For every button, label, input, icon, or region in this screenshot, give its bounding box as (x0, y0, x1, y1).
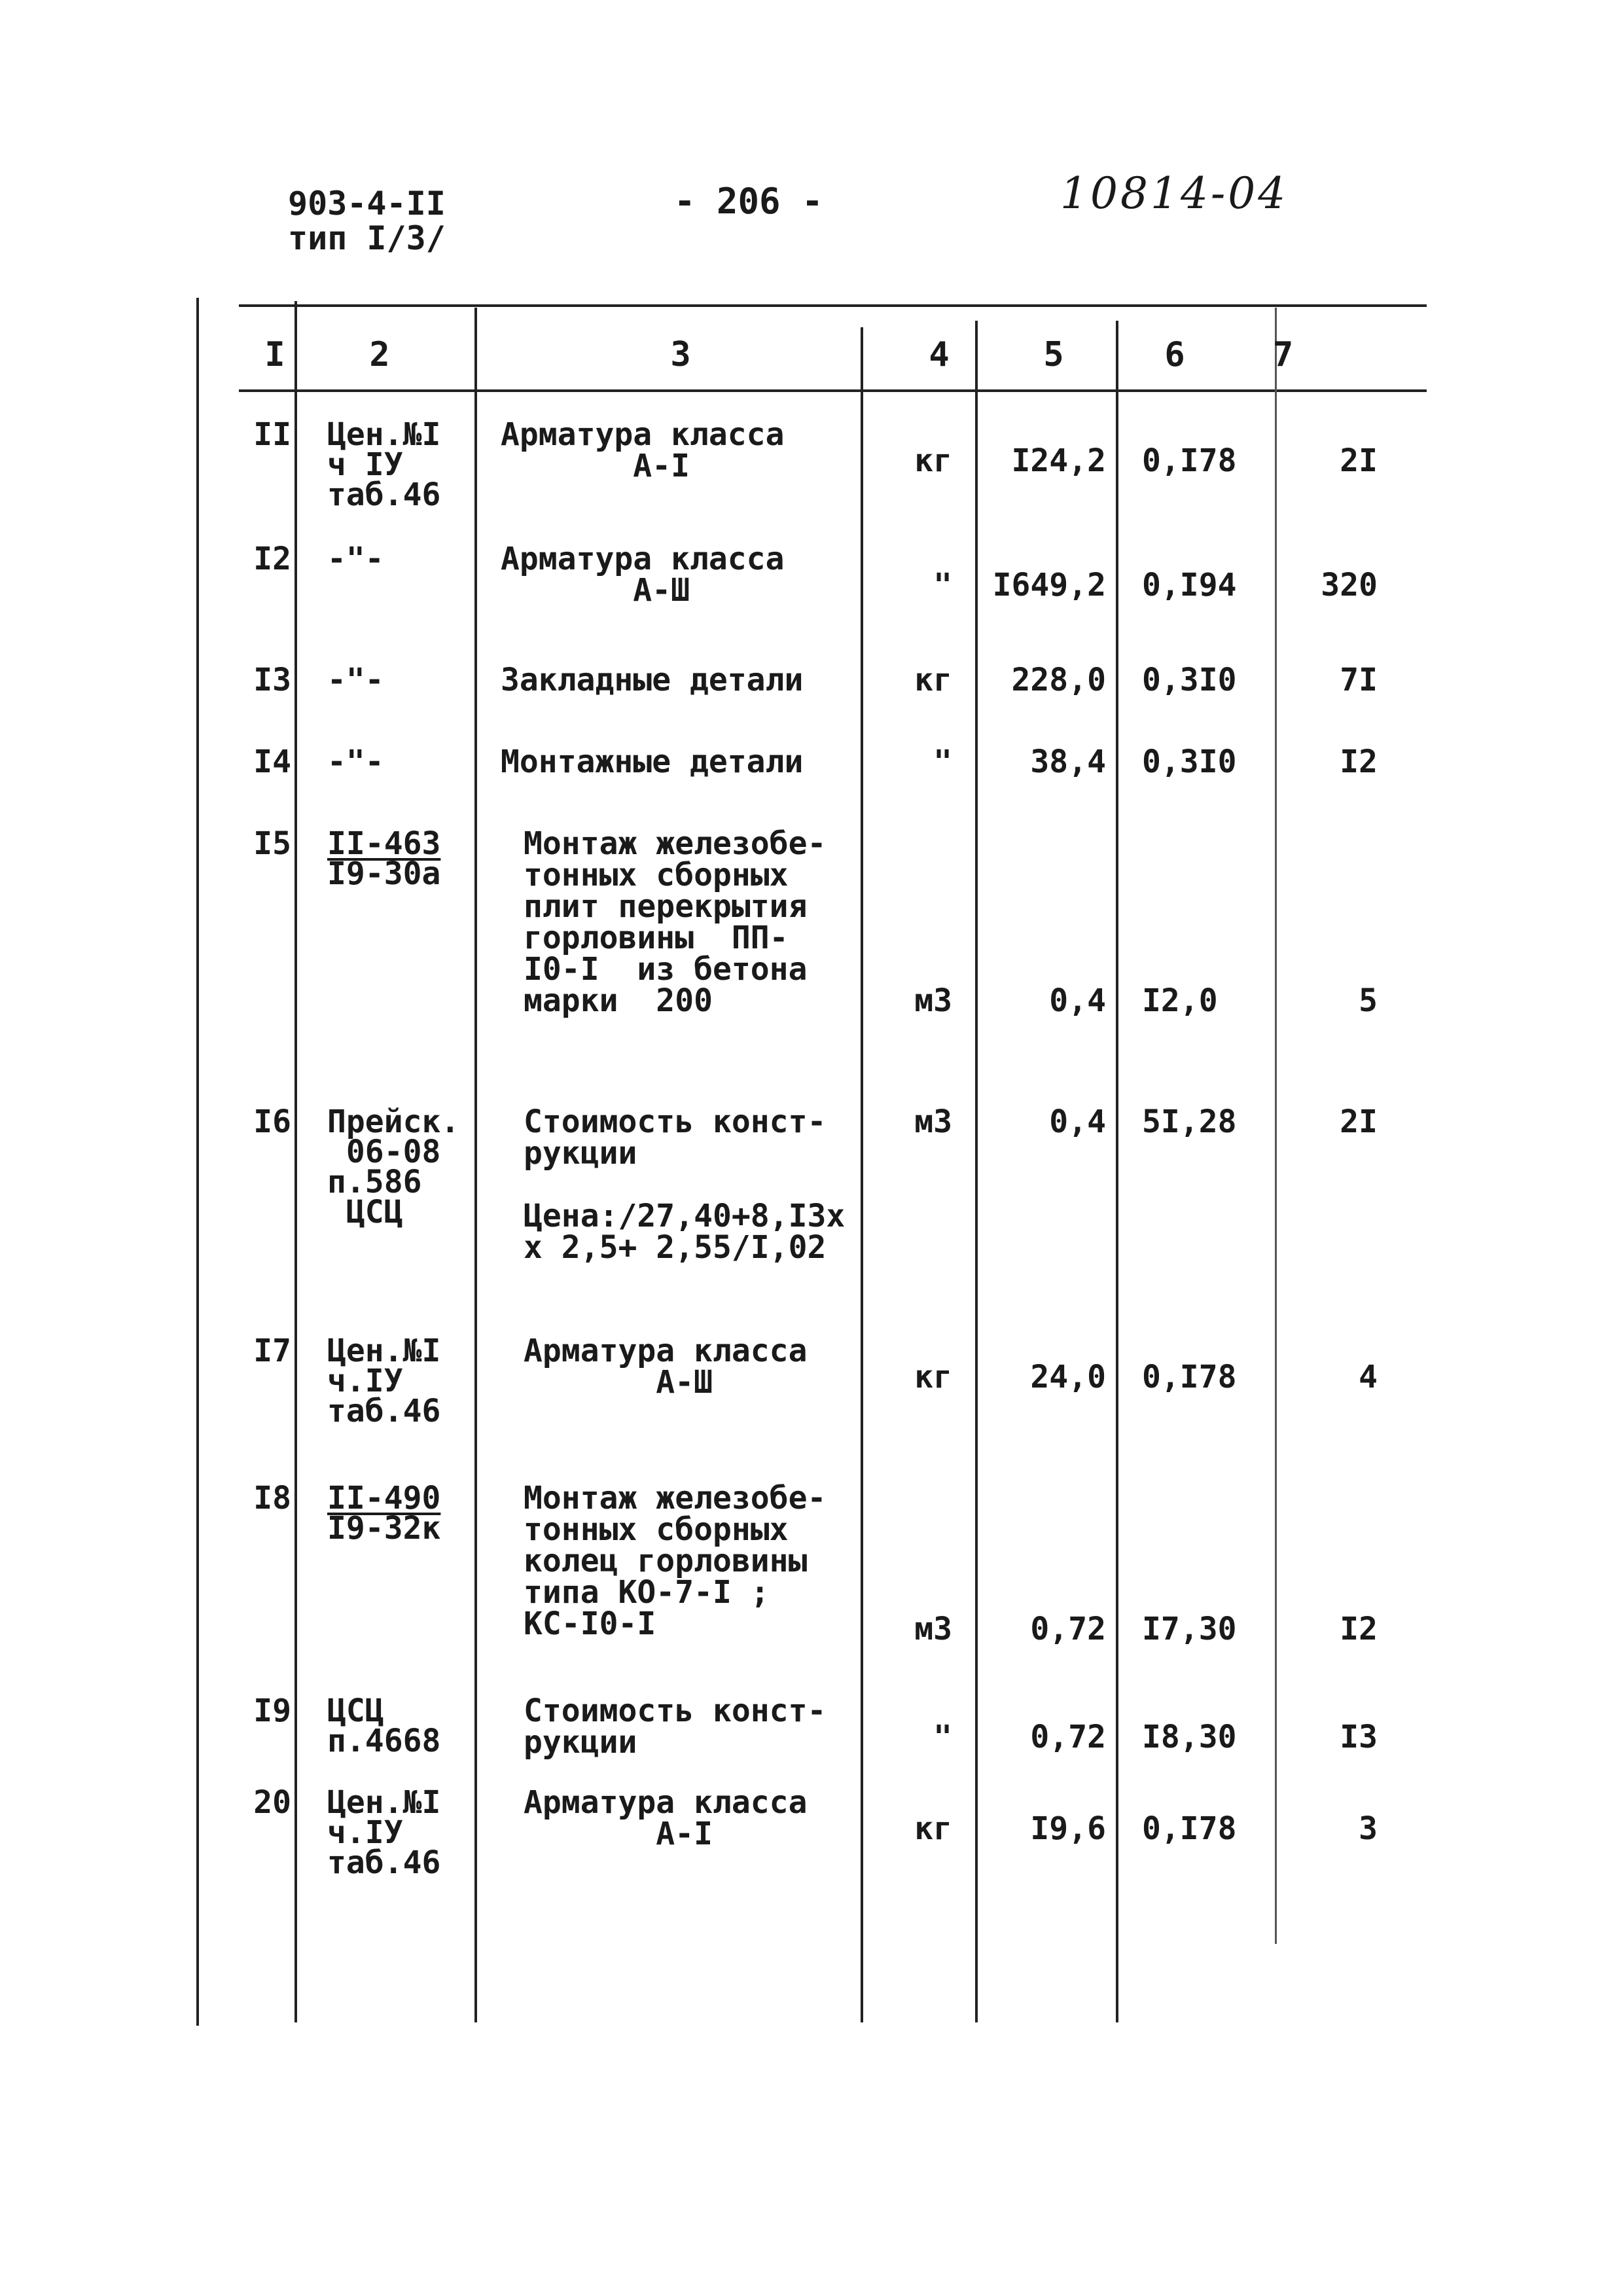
unit-cell: м3 (914, 1103, 952, 1140)
description-line: Арматура класса (524, 1333, 808, 1369)
unit-price-cell: 5I,28 (1142, 1103, 1237, 1140)
reference-line: таб.46 (327, 476, 441, 513)
description-line: тонных сборных (524, 857, 789, 893)
description-line: х 2,5+ 2,55/I,02 (524, 1229, 827, 1266)
description-line: рукции (524, 1135, 637, 1172)
quantity-cell: 0,4 (1049, 1103, 1106, 1140)
row-number: I6 (253, 1103, 291, 1140)
row-number: I2 (253, 541, 291, 577)
quantity-cell: 24,0 (1030, 1359, 1106, 1395)
row-number: 20 (253, 1784, 291, 1821)
total-cell: 320 (1321, 567, 1378, 603)
description-line: плит перекрытия (524, 888, 808, 925)
reference-line: Цен.№I (327, 416, 441, 453)
total-cell: 5 (1359, 982, 1378, 1019)
total-cell: 2I (1340, 442, 1378, 479)
description-line: горловины ПП- (524, 920, 789, 956)
reference-line: ч.IУ (327, 1814, 403, 1851)
reference-line: ч.IУ (327, 1363, 403, 1399)
row-number: I4 (253, 744, 291, 780)
row-number: I8 (253, 1480, 291, 1516)
quantity-cell: I9,6 (1030, 1810, 1106, 1847)
row-number: I5 (253, 825, 291, 862)
unit-price-cell: I2,0 (1142, 982, 1218, 1019)
description-line: Закладные детали (501, 662, 804, 698)
description-line: тонных сборных (524, 1511, 789, 1548)
document-code: 903-4-II (288, 185, 446, 223)
reference-line: п.586 (327, 1164, 422, 1200)
unit-price-cell: 0,3I0 (1142, 662, 1237, 698)
unit-cell: " (933, 1719, 952, 1755)
quantity-cell: I649,2 (992, 567, 1106, 603)
total-cell: 4 (1359, 1359, 1378, 1395)
column-header-2: 2 (369, 335, 390, 374)
description-line: Стоимость конст- (524, 1103, 827, 1140)
column-divider-1 (294, 301, 297, 2022)
total-cell: 2I (1340, 1103, 1378, 1140)
description-line: Арматура класса (501, 416, 785, 453)
row-number: I3 (253, 662, 291, 698)
unit-price-cell: 0,I94 (1142, 567, 1237, 603)
column-header-3: 3 (670, 335, 691, 374)
unit-cell: м3 (914, 982, 952, 1019)
document-type: тип I/3/ (288, 219, 446, 257)
description-line: Цена:/27,40+8,I3х (524, 1198, 846, 1234)
description-line: Арматура класса (524, 1784, 808, 1821)
reference-line: II-490 (327, 1480, 441, 1516)
unit-price-cell: 0,I78 (1142, 442, 1237, 479)
reference-line: -"- (327, 662, 384, 698)
total-cell: 7I (1340, 662, 1378, 698)
unit-cell: кг (914, 442, 952, 479)
reference-line: I9-30а (327, 855, 441, 892)
reference-line: Цен.№I (327, 1784, 441, 1821)
quantity-cell: 0,4 (1049, 982, 1106, 1019)
column-divider-6 (1275, 308, 1277, 1944)
column-header-5: 5 (1043, 335, 1064, 374)
unit-cell: кг (914, 1810, 952, 1847)
table-header-rule (239, 389, 1427, 392)
unit-price-cell: 0,3I0 (1142, 744, 1237, 780)
reference-line: п.4668 (327, 1723, 441, 1759)
reference-line: Цен.№I (327, 1333, 441, 1369)
row-number: I7 (253, 1333, 291, 1369)
column-header-4: 4 (929, 335, 950, 374)
row-number: I9 (253, 1693, 291, 1729)
row-number: II (253, 416, 291, 453)
column-header-1: I (264, 335, 285, 374)
quantity-cell: 0,72 (1030, 1611, 1106, 1647)
description-line: А-I (501, 448, 690, 484)
quantity-cell: 228,0 (1011, 662, 1106, 698)
unit-price-cell: 0,I78 (1142, 1359, 1237, 1395)
description-line: марки 200 (524, 982, 713, 1019)
description-line: Арматура класса (501, 541, 785, 577)
unit-cell: " (933, 744, 952, 780)
quantity-cell: 0,72 (1030, 1719, 1106, 1755)
total-cell: 3 (1359, 1810, 1378, 1847)
reference-line: I9-32к (327, 1510, 441, 1547)
reference-line: -"- (327, 541, 384, 577)
unit-price-cell: I8,30 (1142, 1719, 1237, 1755)
document-number: 10814-04 (1060, 168, 1289, 219)
description-line: типа КО-7-I ; (524, 1574, 770, 1611)
description-line: I0-I из бетона (524, 951, 808, 988)
reference-line: таб.46 (327, 1844, 441, 1881)
reference-line: Прейск. (327, 1103, 460, 1140)
table-left-border (196, 298, 199, 2026)
quantity-cell: I24,2 (1011, 442, 1106, 479)
unit-cell: кг (914, 1359, 952, 1395)
description-line: Монтаж железобе- (524, 825, 827, 862)
reference-line: таб.46 (327, 1393, 441, 1429)
table-top-rule (239, 304, 1427, 307)
description-line: А-Ш (524, 1364, 713, 1401)
description-line: КС-I0-I (524, 1605, 656, 1642)
reference-line: ч IУ (327, 446, 403, 483)
unit-cell: кг (914, 662, 952, 698)
total-cell: I2 (1340, 744, 1378, 780)
total-cell: I3 (1340, 1719, 1378, 1755)
reference-line: 06-08 (327, 1134, 441, 1170)
description-line: Монтаж железобе- (524, 1480, 827, 1516)
column-header-7: 7 (1273, 335, 1294, 374)
page-number: - 206 - (674, 181, 823, 222)
column-divider-4 (975, 321, 978, 2022)
reference-line: -"- (327, 744, 384, 780)
column-divider-2 (474, 308, 477, 2022)
description-line: Стоимость конст- (524, 1693, 827, 1729)
description-line: Монтажные детали (501, 744, 804, 780)
unit-price-cell: I7,30 (1142, 1611, 1237, 1647)
description-line: колец горловины (524, 1543, 808, 1579)
reference-line: II-463 (327, 825, 441, 862)
reference-line: ЦСЦ (327, 1693, 384, 1729)
unit-cell: " (933, 567, 952, 603)
description-line: А-Ш (501, 572, 690, 609)
column-header-6: 6 (1164, 335, 1185, 374)
reference-line: ЦСЦ (327, 1194, 403, 1230)
unit-cell: м3 (914, 1611, 952, 1647)
total-cell: I2 (1340, 1611, 1378, 1647)
description-line: А-I (524, 1816, 713, 1852)
unit-price-cell: 0,I78 (1142, 1810, 1237, 1847)
quantity-cell: 38,4 (1030, 744, 1106, 780)
column-divider-5 (1116, 321, 1118, 2022)
column-divider-3 (861, 327, 863, 2022)
description-line: рукции (524, 1724, 637, 1761)
